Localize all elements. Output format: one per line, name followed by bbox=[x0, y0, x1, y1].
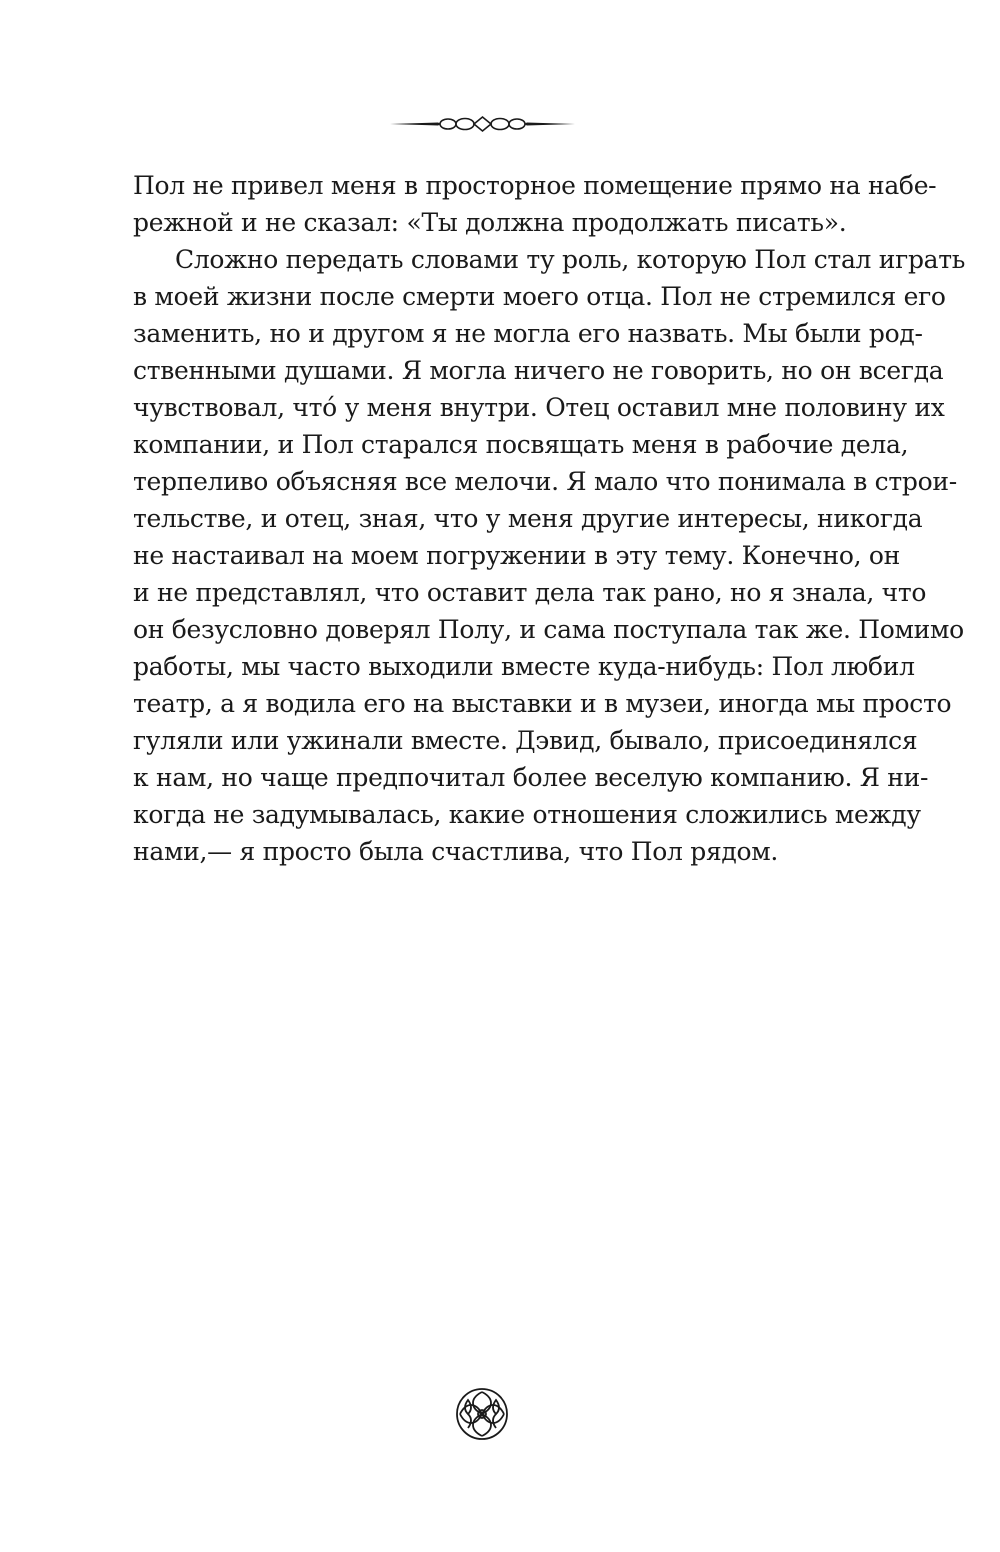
text-line: терпеливо объясняя все мелочи. Я мало что понимала в строи- bbox=[133, 467, 957, 496]
text-line: театр, а я водила его на выставки и в музеи, иногда мы просто bbox=[133, 689, 952, 718]
text-line: ственными душами. Я могла ничего не говорить, но он всегда bbox=[133, 356, 944, 385]
text-line: Пол не привел меня в просторное помещение прямо на набе- bbox=[133, 171, 937, 200]
text-line: Сложно передать словами ту роль, которую Пол стал играть bbox=[175, 245, 966, 274]
text-line: и не представлял, что оставит дела так рано, но я знала, что bbox=[133, 578, 927, 607]
round-knot-emblem-icon bbox=[454, 1386, 510, 1442]
text-line: нами,— я просто была счастлива, что Пол рядом. bbox=[133, 837, 779, 866]
text-line: заменить, но и другом я не могла его назвать. Мы были род- bbox=[133, 319, 923, 348]
text-line: в моей жизни после смерти моего отца. Пол не стремился его bbox=[133, 282, 946, 311]
text-line: когда не задумывалась, какие отношения сложились между bbox=[133, 800, 921, 829]
text-line: режной и не сказал: «Ты должна продолжать писать». bbox=[133, 208, 847, 237]
text-line: к нам, но чаще предпочитал более веселую компанию. Я ни- bbox=[133, 763, 929, 792]
text-line: гуляли или ужинали вместе. Дэвид, бывало, присоединялся bbox=[133, 726, 918, 755]
body-text bbox=[133, 167, 966, 870]
text-line: он безусловно доверял Полу, и сама поступала так же. Помимо bbox=[133, 615, 964, 644]
text-line: чувствовал, что́ у меня внутри. Отец оставил мне половину их bbox=[133, 393, 945, 422]
text-line: работы, мы часто выходили вместе куда-нибудь: Пол любил bbox=[133, 652, 915, 681]
text-line: не настаивал на моем погружении в эту тему. Конечно, он bbox=[133, 541, 901, 570]
text-line: компании, и Пол старался посвящать меня в рабочие дела, bbox=[133, 430, 909, 459]
divider-flourish-icon bbox=[390, 112, 575, 136]
text-line: тельстве, и отец, зная, что у меня другие интересы, никогда bbox=[133, 504, 923, 533]
